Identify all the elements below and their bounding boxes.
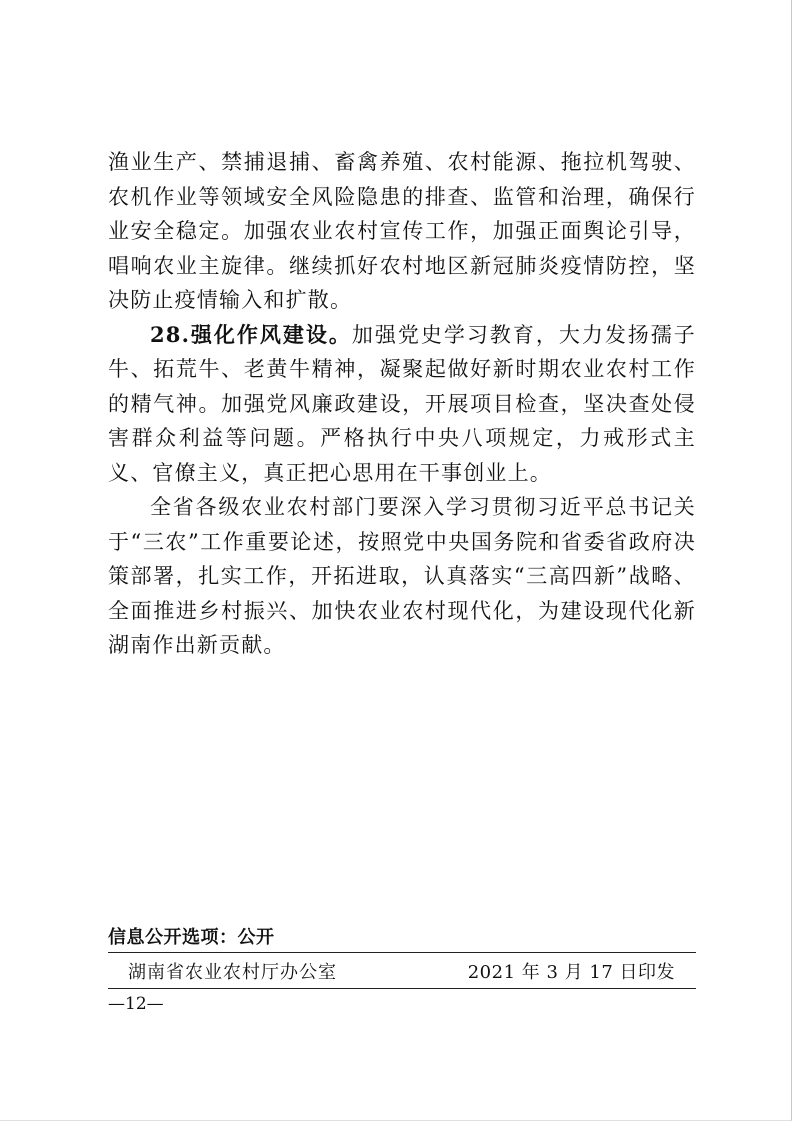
document-body [108, 145, 696, 663]
issuing-office: 湖南省农业农村厅办公室 [128, 962, 337, 983]
paragraph-conclusion [108, 490, 696, 663]
page-number: —12— [108, 994, 164, 1014]
paragraph-text: 加强党史学习教育，大力发扬孺子牛、拓荒牛、老黄牛精神，凝聚起做好新时期农业农村工作的精气神。加强党风廉政建设，开展项目检查，坚决查处侵害群众利益等问题。严格执行中央八项规定，力戒形式主义、官僚主义，真正把心思用在干事创业上。 [108, 322, 696, 485]
issue-date: 2021 年 3 月 17 日印发 [467, 962, 675, 983]
paragraph-text: 全省各级农业农村部门要深入学习贯彻习近平总书记关于“三农”工作重要论述，按照党中央国务院和省委省政府决策部署，扎实工作，开拓进取，认真落实“三高四新”战略、全面推进乡村振兴、加快农业农村现代化，为建设现代化新湖南作出新贡献。 [108, 495, 696, 657]
paragraph-text: 渔业生产、禁捕退捕、畜禽养殖、农村能源、拖拉机驾驶、农机作业等领域安全风险隐患的排查、监管和治理，确保行业安全稳定。加强农业农村宣传工作，加强正面舆论引导，唱响农业主旋律。继续抓好农村地区新冠肺炎疫情防控，坚决防止疫情输入和扩散。 [108, 150, 696, 312]
section-heading: 28.强化作风建设。 [150, 321, 352, 347]
footer-rule-bottom [108, 988, 696, 989]
paragraph-section-28 [108, 318, 696, 491]
info-disclosure-option: 信息公开选项：公开 [108, 927, 275, 948]
paragraph-continued [108, 145, 696, 318]
footer-rule-top [108, 952, 696, 953]
